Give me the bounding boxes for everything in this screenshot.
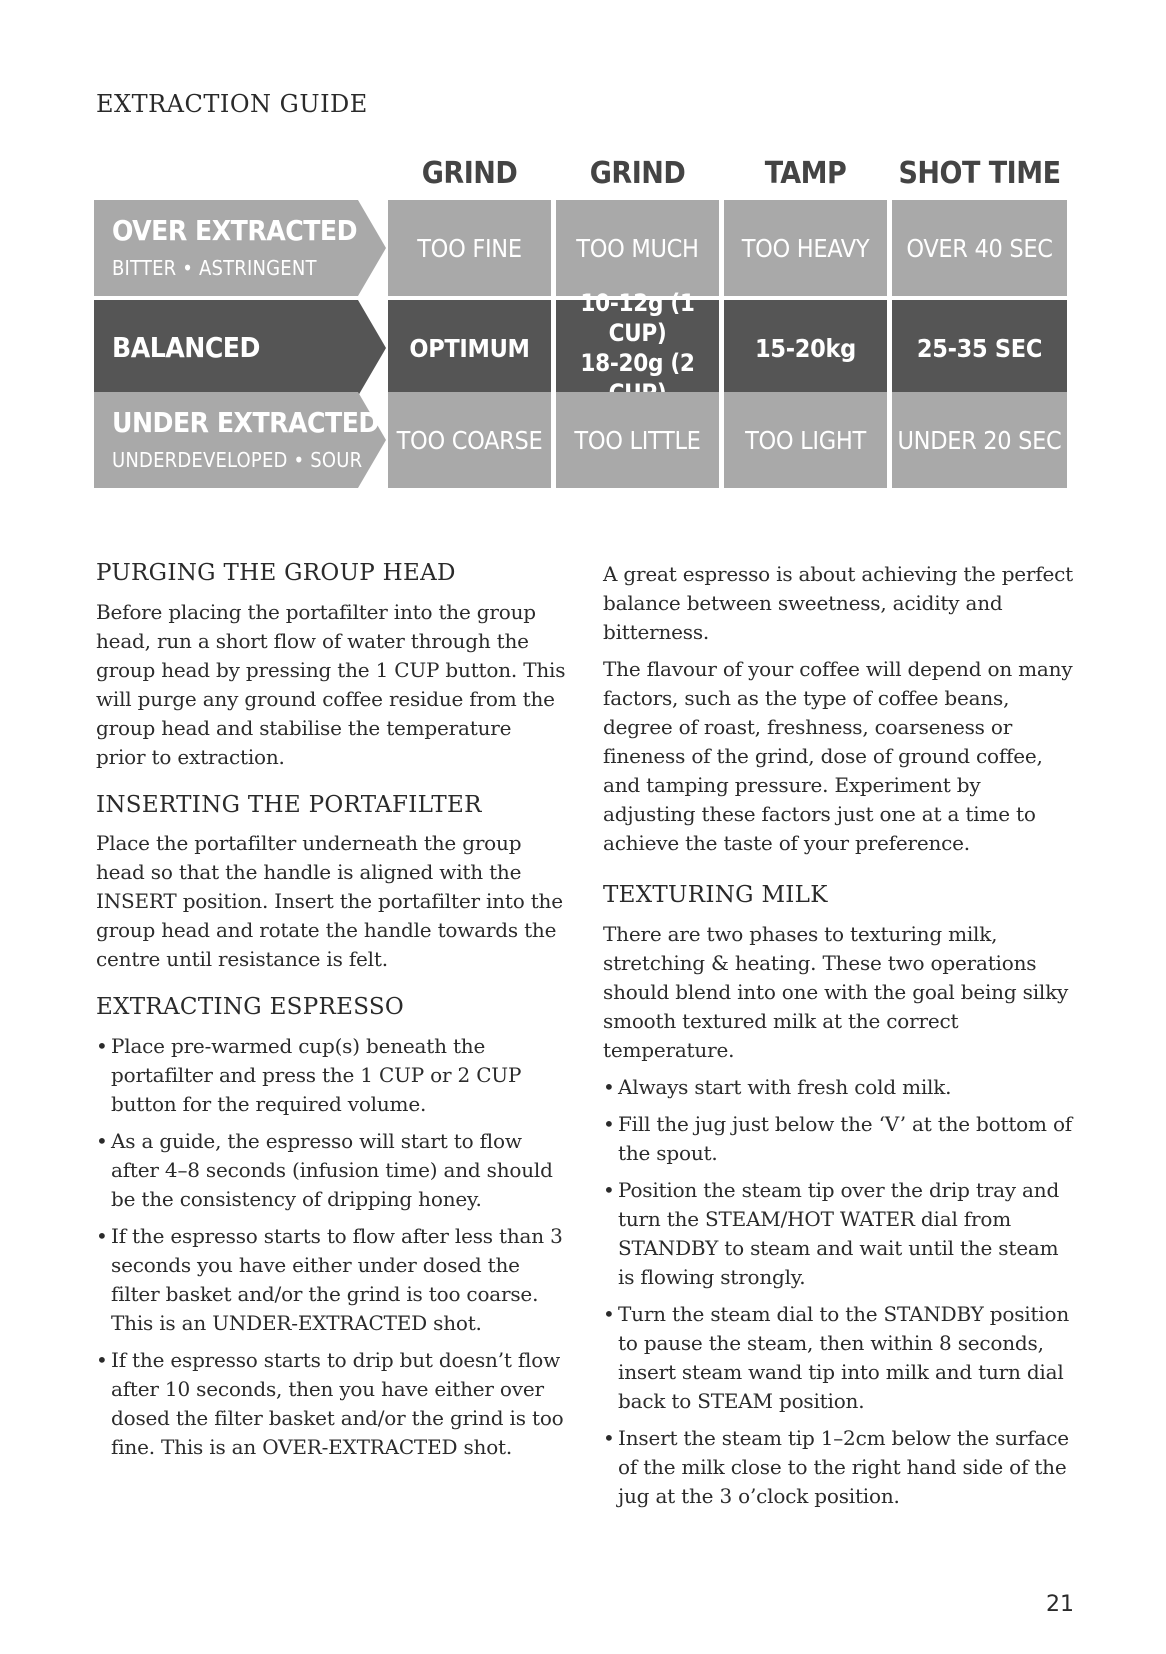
dose-line-2: 18-20g (2 (580, 349, 695, 377)
table-cell: TOO MUCH (556, 200, 719, 296)
section-title-inserting: INSERTING THE PORTAFILTER (96, 791, 482, 818)
table-cell: OPTIMUM (388, 300, 551, 396)
row-title: BALANCED (112, 330, 260, 364)
intro-paragraph-2: The flavour of your coffee will depend on many factors, such as the type of coffee beans, degree of roast, freshness, coarseness or fineness of the grind, dose of ground coffee, and tamping pressure. Experiment by adjusting these factors just one at a time to achieve the taste of your preference. (603, 657, 1073, 855)
table-cell: TOO LIGHT (724, 392, 887, 488)
section-title-purging: PURGING THE GROUP HEAD (96, 560, 456, 586)
col-head-shot-time: SHOT TIME (898, 156, 1061, 191)
milk-text: There are two phases to texturing milk, stretching & heating. These two operations should blend into one with the goal being silky smooth textured milk at the correct temperature. (603, 921, 1069, 1062)
table-cell: OVER 40 SEC (892, 200, 1067, 296)
list-item: • Always start with fresh cold milk. (603, 1073, 1073, 1102)
list-item: • As a guide, the espresso will start to flow after 4–8 seconds (infusion time) and should be the consistency of dripping honey. (96, 1127, 566, 1214)
list-item: • Insert the steam tip 1–2cm below the surface of the milk close to the right hand side of the jug at the 3 o’clock position. (603, 1424, 1073, 1511)
extracting-list (96, 1032, 566, 1462)
list-item: • Position the steam tip over the drip tray and turn the STEAM/HOT WATER dial from STANDBY to steam and wait until the steam is flowing strongly. (603, 1176, 1073, 1292)
row-subtitle: BITTER • ASTRINGENT (112, 256, 317, 281)
col-head-grind: GRIND (421, 156, 518, 191)
list-item: • If the espresso starts to drip but doesn’t flow after 10 seconds, then you have either over dosed the filter basket and/or the grind is too fine. This is an OVER-EXTRACTED shot. (96, 1346, 566, 1462)
right-column (603, 560, 1073, 1519)
table-cell: 25-35 SEC (892, 300, 1067, 396)
section-title-texturing-milk: TEXTURING MILK (603, 882, 828, 908)
row-title: UNDER EXTRACTED (112, 405, 379, 439)
list-item: • Place pre-warmed cup(s) beneath the portafilter and press the 1 CUP or 2 CUP button for the required volume. (96, 1032, 566, 1119)
table-cell: 15-20kg (724, 300, 887, 396)
col-head-tamp: TAMP (764, 156, 847, 191)
table-cell-dose (556, 289, 719, 396)
purging-text: Before placing the portafilter into the group head, run a short flow of water through the group head by pressing the 1 CUP button. This will purge any ground coffee residue from the group head and stabilise the temperature prior to extraction. (96, 599, 566, 769)
col-head-grind-dose: GRIND (589, 156, 686, 191)
list-item: • Fill the jug just below the ‘V’ at the bottom of the spout. (603, 1110, 1073, 1168)
row-label-balanced (94, 300, 386, 396)
milk-list (603, 1073, 1073, 1511)
intro-paragraph-1: A great espresso is about achieving the perfect balance between sweetness, acidity and bitterness. (603, 562, 1073, 644)
section-title-extracting: EXTRACTING ESPRESSO (96, 994, 405, 1021)
list-item: • If the espresso starts to flow after less than 3 seconds you have either under dosed the filter basket and/or the grind is too coarse. This is an UNDER-EXTRACTED shot. (96, 1222, 566, 1338)
table-cell: UNDER 20 SEC (892, 392, 1067, 488)
left-column (96, 560, 566, 1470)
list-item: • Turn the steam dial to the STANDBY position to pause the steam, then within 8 seconds, insert steam wand tip into milk and turn dial back to STEAM position. (603, 1300, 1073, 1416)
extraction-guide-title: EXTRACTION GUIDE (96, 90, 368, 118)
table-cell: TOO HEAVY (724, 200, 887, 296)
table-cell: TOO COARSE (388, 392, 551, 488)
row-label-over-extracted (94, 200, 386, 296)
inserting-text: Place the portafilter underneath the group head so that the handle is aligned with the INSERT position. Insert the portafilter into the group head and rotate the handle towards the centre until resistance is felt. (96, 831, 563, 972)
row-subtitle: UNDERDEVELOPED • SOUR (112, 448, 363, 473)
table-cell: TOO LITTLE (556, 392, 719, 488)
page-number: 21 (1046, 1592, 1074, 1617)
table-cell: TOO FINE (388, 200, 551, 296)
extraction-guide-table (94, 148, 1094, 498)
dose-line-1: 10-12g (1 CUP) (580, 289, 695, 347)
row-title: OVER EXTRACTED (112, 213, 358, 247)
row-label-under-extracted (94, 392, 386, 488)
